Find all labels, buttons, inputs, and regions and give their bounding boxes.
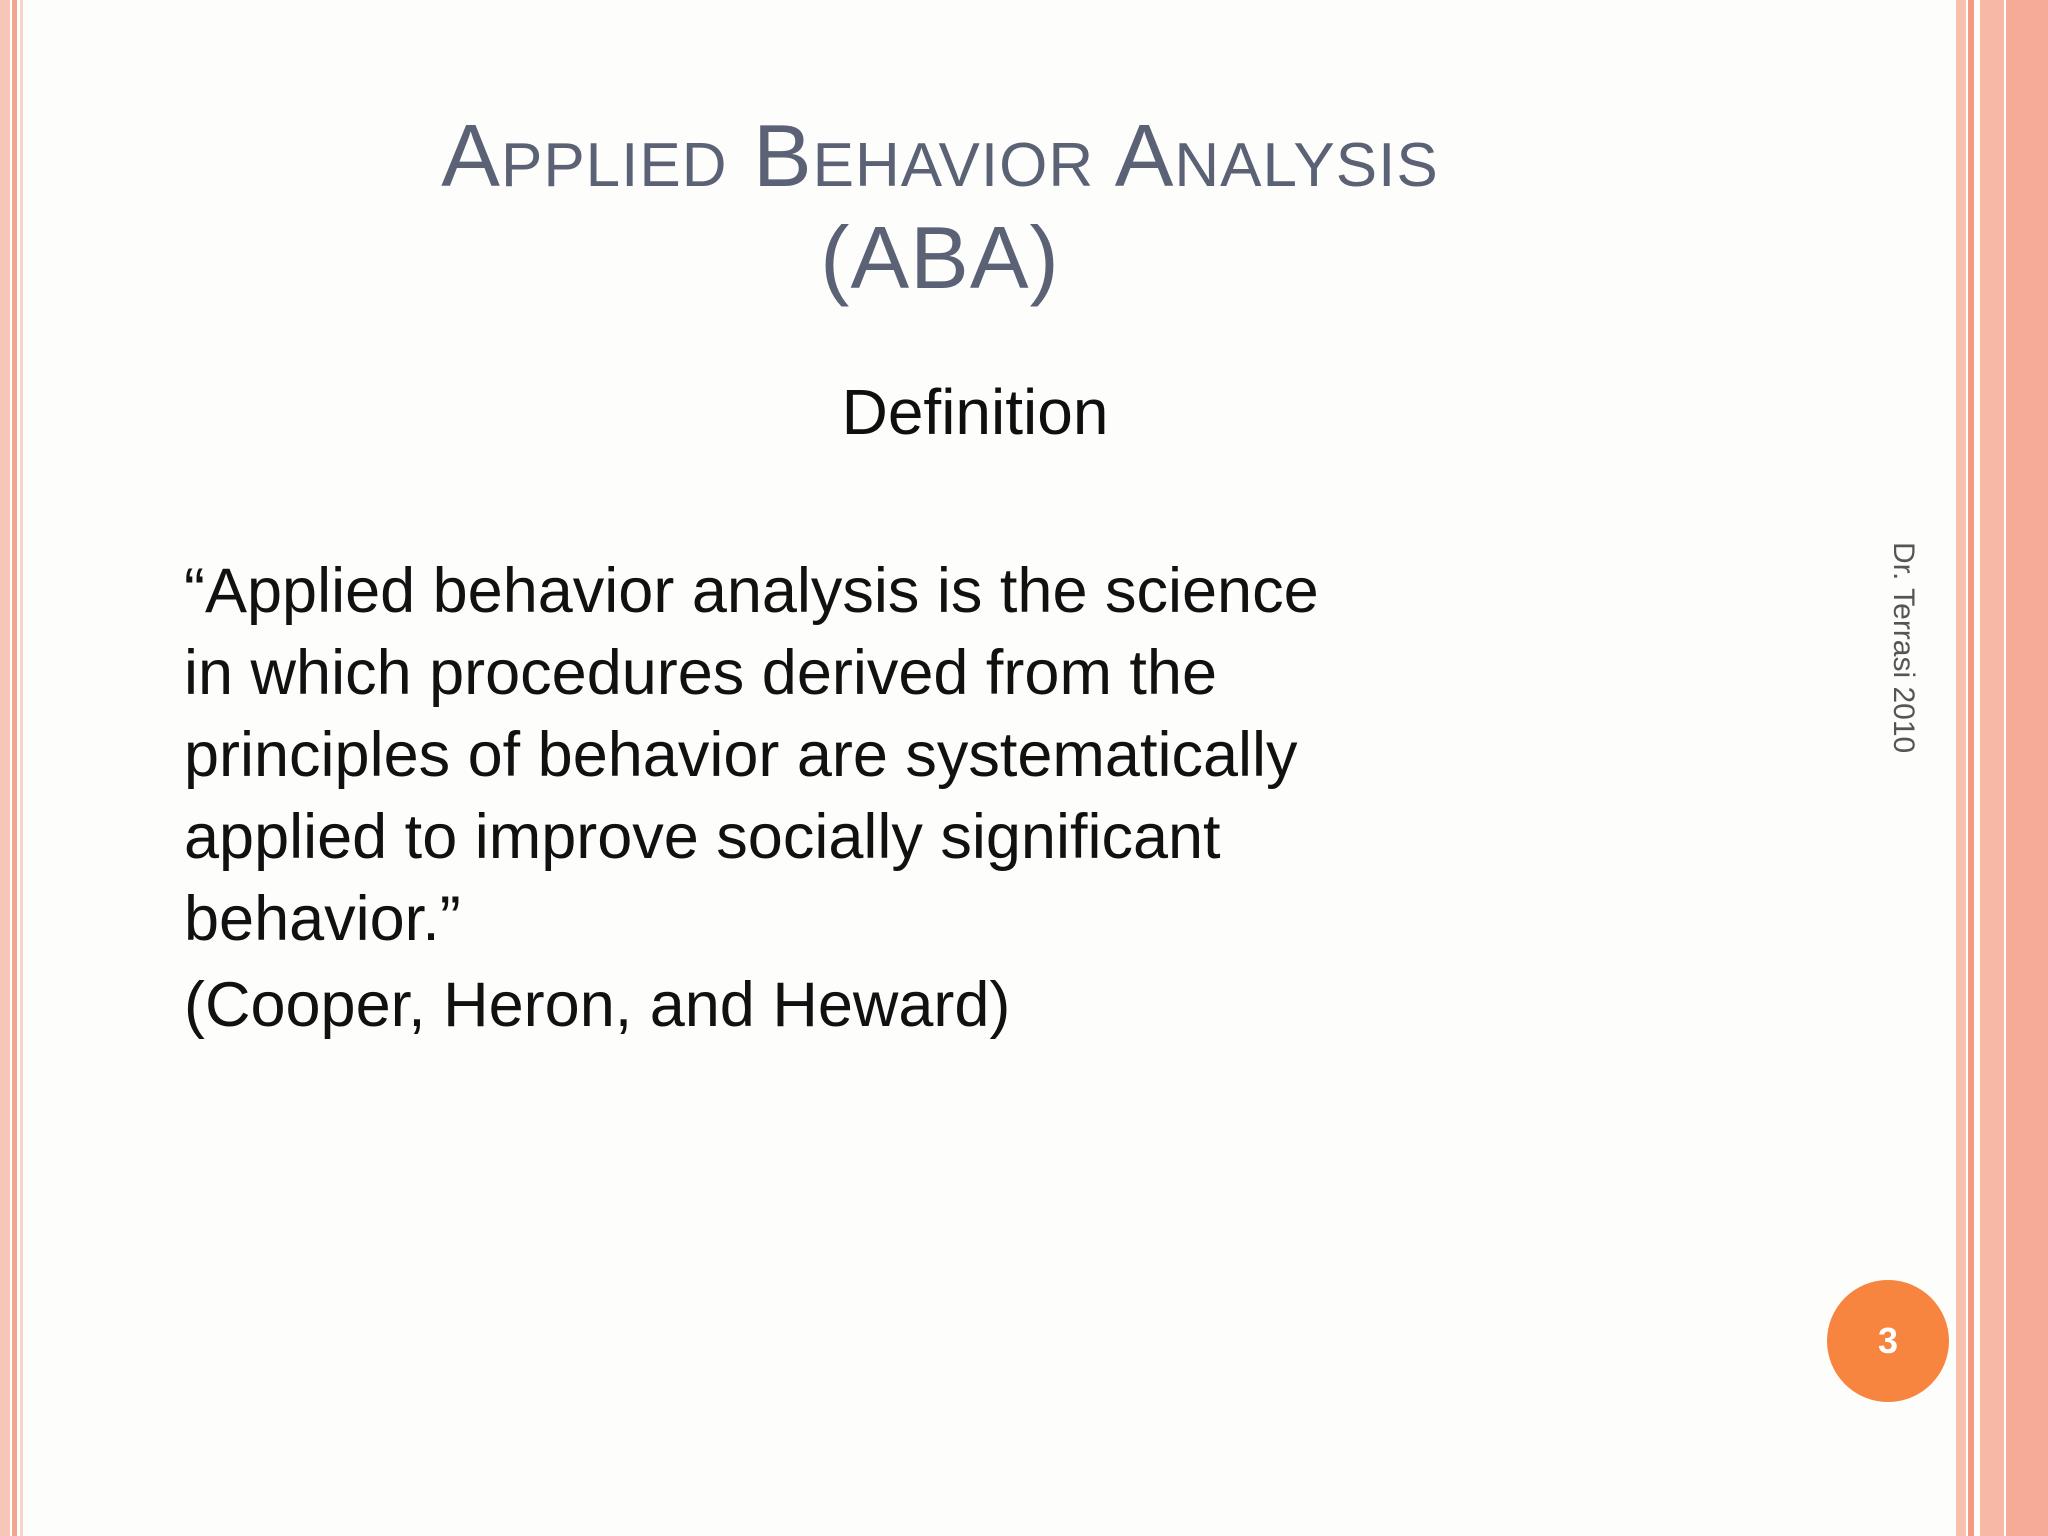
right-border-stripe: [1956, 0, 1966, 1536]
right-border-stripe: [2006, 0, 2048, 1536]
title-line-1: Applied Behavior Analysis: [441, 106, 1439, 205]
slide-subtitle: Definition: [841, 376, 1109, 448]
title-line-2: (ABA): [820, 208, 1060, 307]
left-border-stripe: [20, 0, 23, 1536]
left-border-stripe: [12, 0, 17, 1536]
page-number-badge: [1827, 1280, 1949, 1402]
slide-title: [280, 105, 1600, 309]
right-border-stripe: [1968, 0, 1974, 1536]
quote-citation: (Cooper, Heron, and Heward): [184, 970, 1011, 1040]
author-credit: Dr. Terrasi 2010: [1887, 542, 1920, 754]
page-number: 3: [1877, 1320, 1899, 1361]
definition-quote: “Applied behavior analysis is the science in which procedures derived from the principles of behavior are systematically applied to improve socially significant behavior.”: [184, 556, 1319, 954]
left-border-stripe: [0, 0, 10, 1536]
right-border-stripe: [1980, 0, 2004, 1536]
